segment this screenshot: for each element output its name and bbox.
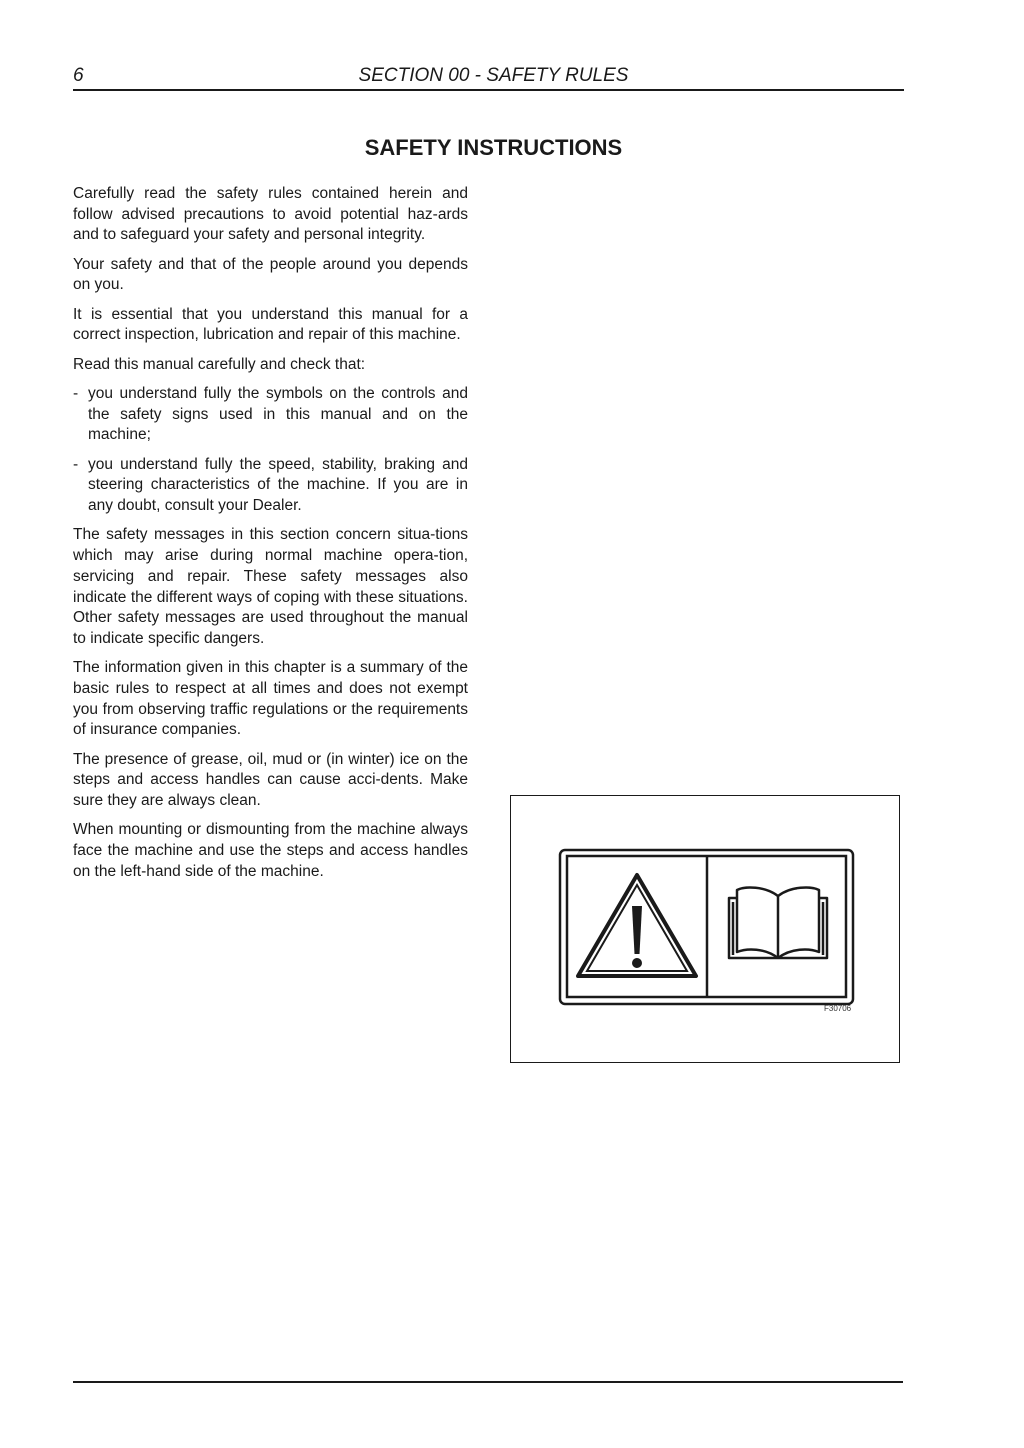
warning-triangle-icon: [575, 872, 699, 980]
paragraph: When mounting or dismounting from the machine always face the machine and use the steps and access handles on the left-hand side of the machine.: [73, 821, 468, 880]
bullet-dash: -: [73, 385, 79, 402]
paragraph: It is essential that you understand this manual for a correct inspection, lubrication and repair of this machine.: [73, 305, 468, 344]
paragraph: The presence of grease, oil, mud or (in winter) ice on the steps and access handles can cause acci-dents. Make sure they are always clean.: [73, 750, 468, 810]
open-book-icon: [725, 880, 831, 962]
safety-sign-decal: [511, 796, 901, 1064]
page-number: 6: [73, 65, 84, 86]
bullet-dash: -: [73, 455, 79, 473]
paragraph: Carefully read the safety rules contained herein and follow advised precautions to avoid potential haz-ards and to safeguard your safety and personal integrity.: [73, 185, 468, 244]
page-header: [73, 62, 904, 91]
figure-code: F30706: [824, 1004, 852, 1013]
paragraph: Read this manual carefully and check that:: [73, 355, 366, 373]
section-title: SECTION 00 - SAFETY RULES: [358, 65, 629, 86]
paragraph: The safety messages in this section concern situa-tions which may arise during normal machine opera-tion, servicing and repair. These safety messages also indicate the different ways of coping with these situations. Other safety messages are used throughout the manual to indicate specific dangers.: [73, 526, 468, 647]
paragraph: Your safety and that of the people around you depends on you.: [73, 255, 468, 294]
paragraph: The information given in this chapter is a summary of the basic rules to respect at all times and does not exempt you from observing traffic regulations or the requirements of insurance companies.: [73, 659, 468, 739]
bullet-text: you understand fully the symbols on the controls and the safety signs used in this manual and on the machine;: [88, 385, 468, 444]
safety-sign-figure: [510, 795, 900, 1063]
body-text: [73, 184, 468, 891]
bullet-item: [73, 384, 468, 446]
footer-rule: [73, 1381, 903, 1383]
document-title: SAFETY INSTRUCTIONS: [364, 135, 623, 160]
bullet-text: you understand fully the speed, stability, braking and steering characteristics of the machine. If you are in any doubt, consult your Dealer.: [88, 455, 468, 515]
bullet-item: [73, 455, 468, 517]
